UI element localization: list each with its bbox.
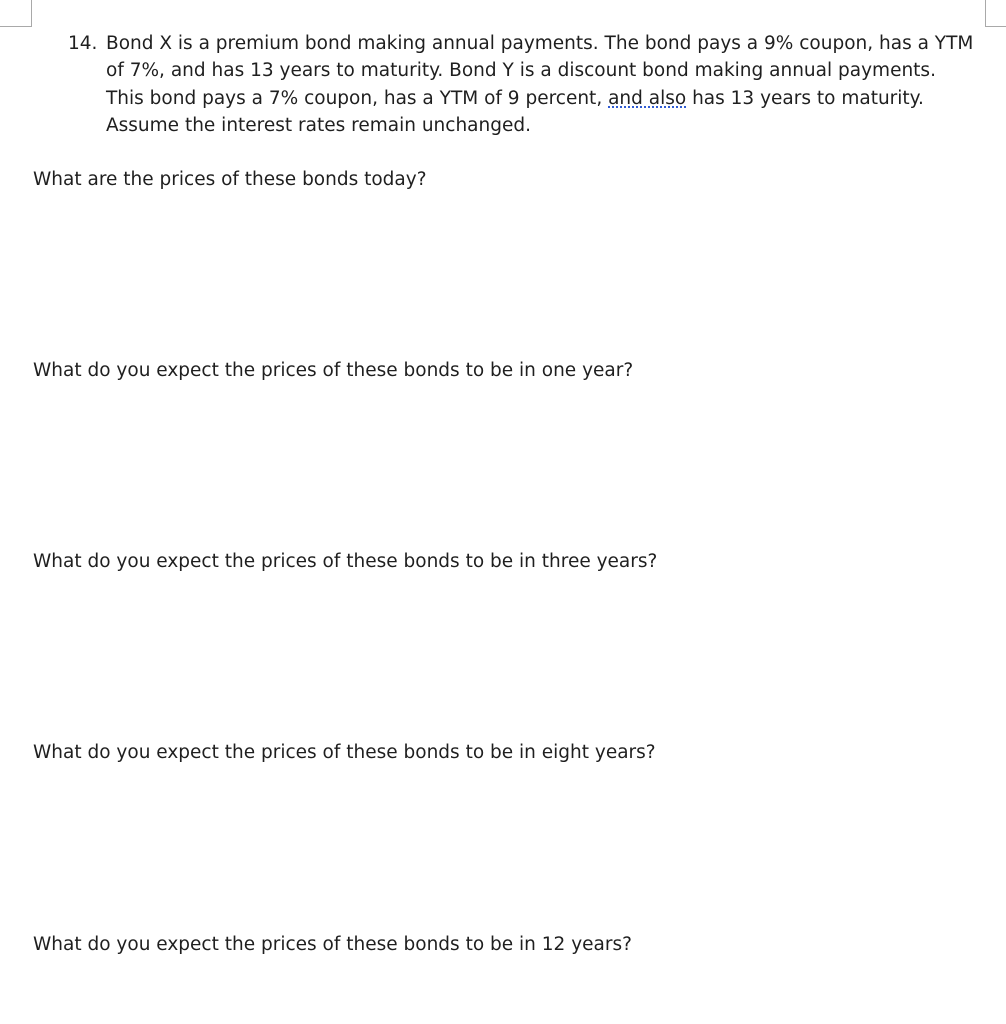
page-corner-mark-right (985, 0, 1006, 27)
problem-number: 14. (68, 33, 98, 54)
question-prices-twelve-years: What do you expect the prices of these bonds to be in 12 years? (33, 934, 632, 955)
problem-text (106, 30, 978, 139)
grammar-suggestion[interactable]: and also (608, 87, 687, 109)
problem-text-part: has 13 years to maturity. Assume the interest rates remain unchanged. (106, 87, 924, 136)
question-prices-three-years: What do you expect the prices of these bonds to be in three years? (33, 551, 658, 572)
problem-statement (68, 30, 978, 139)
question-prices-one-year: What do you expect the prices of these bonds to be in one year? (33, 360, 634, 381)
page-corner-mark-left (0, 0, 32, 27)
question-prices-today: What are the prices of these bonds today? (33, 169, 427, 190)
question-prices-eight-years: What do you expect the prices of these bonds to be in eight years? (33, 742, 656, 763)
problem-text-part: Bond X is a premium bond making annual payments. The bond pays a 9% coupon, has a YTM of 7%, and has 13 years to maturity. Bond Y is a discount bond making annual payments. This bond pays a 7% coupon, has a YTM of 9 percent, (106, 33, 974, 109)
